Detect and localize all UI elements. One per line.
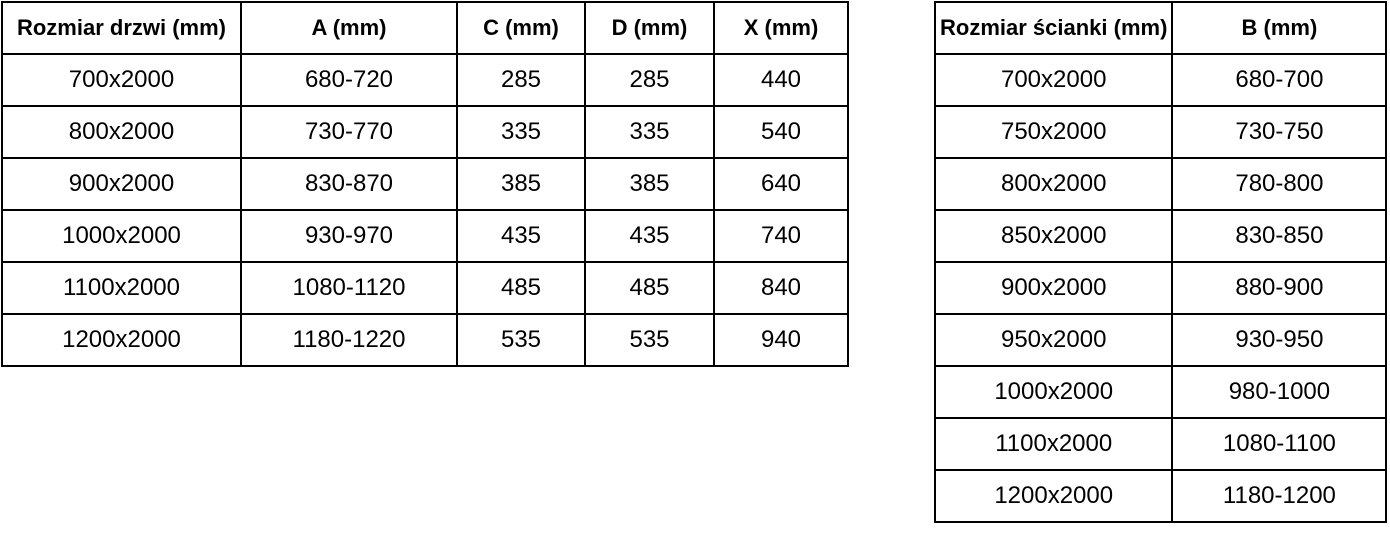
table-cell: 950x2000 [935,314,1172,366]
table-cell: 1200x2000 [935,470,1172,522]
column-header: Rozmiar ścianki (mm) [935,2,1172,54]
table-row [935,470,1386,522]
table-row [935,418,1386,470]
table-cell: 830-870 [241,158,457,210]
table-cell: 730-770 [241,106,457,158]
header-row [2,2,848,54]
column-header: X (mm) [714,2,848,54]
table-row [2,314,848,366]
table-cell: 1200x2000 [2,314,241,366]
table-cell: 800x2000 [2,106,241,158]
table-cell: 540 [714,106,848,158]
table-cell: 335 [457,106,585,158]
table-cell: 535 [585,314,714,366]
table-cell: 640 [714,158,848,210]
table-cell: 730-750 [1172,106,1386,158]
table-row [935,210,1386,262]
table-cell: 1100x2000 [935,418,1172,470]
table-cell: 1000x2000 [935,366,1172,418]
table-cell: 435 [457,210,585,262]
table-cell: 900x2000 [2,158,241,210]
table-cell: 700x2000 [935,54,1172,106]
table-cell: 840 [714,262,848,314]
table-cell: 1180-1200 [1172,470,1386,522]
table-row [2,210,848,262]
table-row [935,106,1386,158]
door-size-table [1,1,849,367]
header-row [935,2,1386,54]
table-row [2,106,848,158]
table-row [935,158,1386,210]
column-header: C (mm) [457,2,585,54]
table-row [935,54,1386,106]
table-cell: 1000x2000 [2,210,241,262]
column-header: Rozmiar drzwi (mm) [2,2,241,54]
table-cell: 930-970 [241,210,457,262]
table-row [935,262,1386,314]
table-cell: 980-1000 [1172,366,1386,418]
table-cell: 440 [714,54,848,106]
table-cell: 435 [585,210,714,262]
table-cell: 780-800 [1172,158,1386,210]
table-cell: 680-700 [1172,54,1386,106]
table-cell: 850x2000 [935,210,1172,262]
table-cell: 1100x2000 [2,262,241,314]
table-row [2,54,848,106]
table-cell: 385 [585,158,714,210]
table-cell: 1080-1100 [1172,418,1386,470]
table-cell: 740 [714,210,848,262]
table-row [2,158,848,210]
table-cell: 800x2000 [935,158,1172,210]
wall-panel-size-table [934,1,1387,523]
table-cell: 385 [457,158,585,210]
table-cell: 485 [585,262,714,314]
table-row [2,262,848,314]
table-cell: 930-950 [1172,314,1386,366]
table-cell: 1180-1220 [241,314,457,366]
table-cell: 900x2000 [935,262,1172,314]
table-row [935,314,1386,366]
table-cell: 485 [457,262,585,314]
table-cell: 880-900 [1172,262,1386,314]
column-header: A (mm) [241,2,457,54]
table-cell: 700x2000 [2,54,241,106]
column-header: B (mm) [1172,2,1386,54]
table-cell: 285 [585,54,714,106]
table-cell: 1080-1120 [241,262,457,314]
table-row [935,366,1386,418]
table-cell: 535 [457,314,585,366]
table-cell: 750x2000 [935,106,1172,158]
column-header: D (mm) [585,2,714,54]
table-cell: 680-720 [241,54,457,106]
table-cell: 940 [714,314,848,366]
table-cell: 830-850 [1172,210,1386,262]
table-cell: 335 [585,106,714,158]
table-cell: 285 [457,54,585,106]
